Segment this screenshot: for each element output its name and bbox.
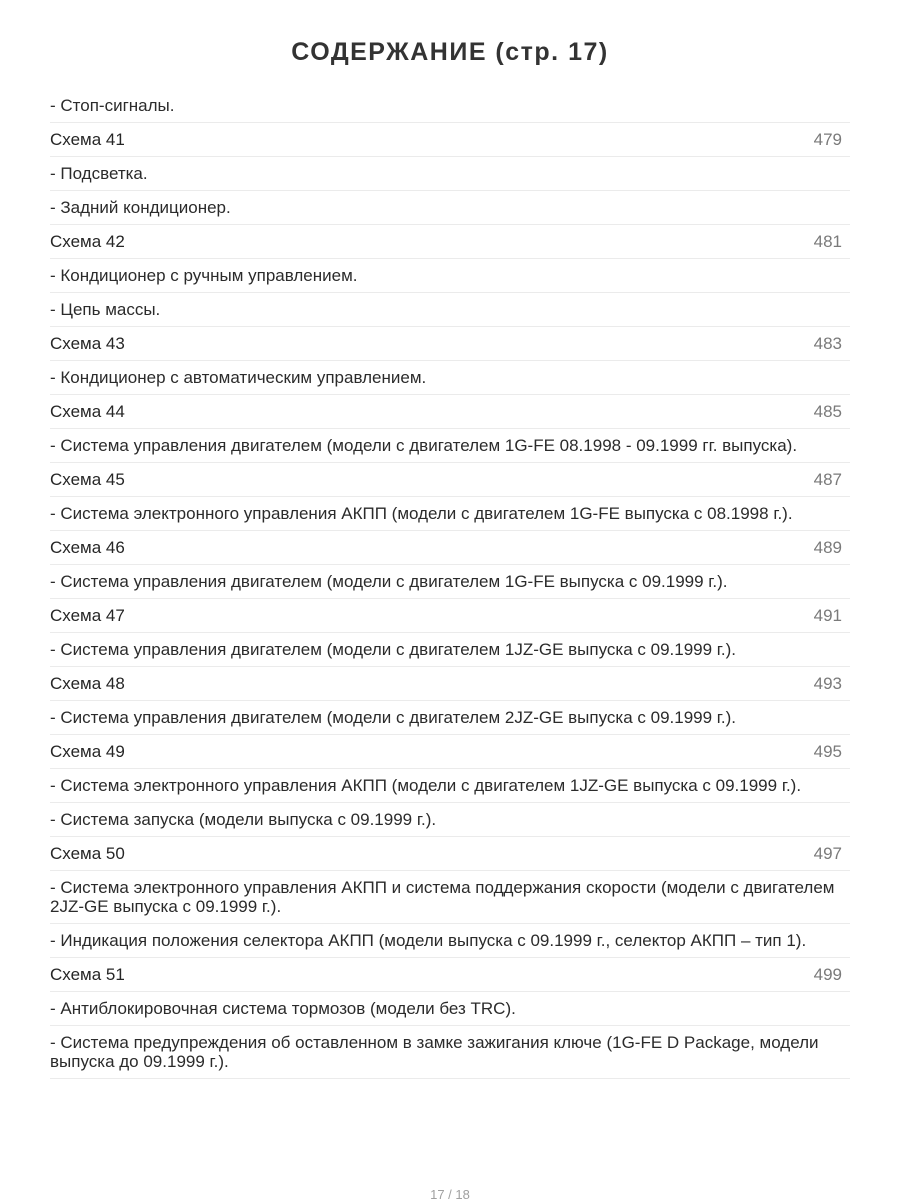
toc-item-row xyxy=(50,992,850,1026)
toc-scheme-row[interactable] xyxy=(50,327,850,361)
scheme-title: Схема 47 xyxy=(50,606,125,625)
toc-list xyxy=(50,89,850,1079)
toc-item-row xyxy=(50,565,850,599)
item-description: - Система электронного управления АКПП (модели с двигателем 1JZ-GE выпуска с 09.1999 г.). xyxy=(50,776,802,795)
item-description: - Индикация положения селектора АКПП (модели выпуска с 09.1999 г., селектор АКПП – тип 1). xyxy=(50,931,807,950)
toc-scheme-row[interactable] xyxy=(50,123,850,157)
toc-item-row xyxy=(50,89,850,123)
toc-scheme-row[interactable] xyxy=(50,463,850,497)
page-number: 495 xyxy=(813,742,842,761)
toc-scheme-row[interactable] xyxy=(50,225,850,259)
scheme-title: Схема 46 xyxy=(50,538,125,557)
item-description: - Кондиционер с автоматическим управлением. xyxy=(50,368,427,387)
page-number: 485 xyxy=(813,402,842,421)
item-description: - Система электронного управления АКПП (модели с двигателем 1G-FE выпуска с 08.1998 г.). xyxy=(50,504,793,523)
toc-item-row xyxy=(50,429,850,463)
toc-item-row xyxy=(50,157,850,191)
toc-item-row xyxy=(50,361,850,395)
item-description: - Система запуска (модели выпуска с 09.1999 г.). xyxy=(50,810,437,829)
page-number: 493 xyxy=(813,674,842,693)
toc-item-row xyxy=(50,633,850,667)
item-description: - Цепь массы. xyxy=(50,300,161,319)
page-number: 479 xyxy=(813,130,842,149)
page-number: 499 xyxy=(813,965,842,984)
toc-scheme-row[interactable] xyxy=(50,735,850,769)
scheme-title: Схема 44 xyxy=(50,402,125,421)
scheme-title: Схема 48 xyxy=(50,674,125,693)
page-number: 489 xyxy=(813,538,842,557)
page-number: 487 xyxy=(813,470,842,489)
item-description: - Кондиционер с ручным управлением. xyxy=(50,266,358,285)
page-number: 491 xyxy=(813,606,842,625)
toc-scheme-row[interactable] xyxy=(50,531,850,565)
scheme-title: Схема 43 xyxy=(50,334,125,353)
toc-item-row xyxy=(50,803,850,837)
page-counter: 17 / 18 xyxy=(430,1187,470,1202)
toc-item-row xyxy=(50,497,850,531)
item-description: - Система управления двигателем (модели с двигателем 1G-FE 08.1998 - 09.1999 гг. выпуска). xyxy=(50,436,798,455)
item-description: - Система управления двигателем (модели с двигателем 1G-FE выпуска с 09.1999 г.). xyxy=(50,572,728,591)
item-description: - Задний кондиционер. xyxy=(50,198,231,217)
toc-scheme-row[interactable] xyxy=(50,958,850,992)
toc-scheme-row[interactable] xyxy=(50,667,850,701)
toc-item-row xyxy=(50,769,850,803)
item-description: - Система управления двигателем (модели с двигателем 1JZ-GE выпуска с 09.1999 г.). xyxy=(50,640,737,659)
toc-item-row xyxy=(50,924,850,958)
toc-item-row xyxy=(50,293,850,327)
item-description: - Стоп-сигналы. xyxy=(50,96,175,115)
scheme-title: Схема 45 xyxy=(50,470,125,489)
page-title: СОДЕРЖАНИЕ (стр. 17) xyxy=(291,38,609,66)
toc-scheme-row[interactable] xyxy=(50,395,850,429)
page-number: 481 xyxy=(813,232,842,251)
scheme-title: Схема 49 xyxy=(50,742,125,761)
item-description: - Подсветка. xyxy=(50,164,148,183)
toc-scheme-row[interactable] xyxy=(50,837,850,871)
page-number: 483 xyxy=(813,334,842,353)
item-description: - Система предупреждения об оставленном в замке зажигания ключе (1G-FE D Package, модели выпуска до 09.1999 г.). xyxy=(50,1033,819,1071)
scheme-title: Схема 51 xyxy=(50,965,125,984)
scheme-title: Схема 50 xyxy=(50,844,125,863)
scheme-title: Схема 42 xyxy=(50,232,125,251)
item-description: - Антиблокировочная система тормозов (модели без TRC). xyxy=(50,999,516,1018)
toc-item-row xyxy=(50,259,850,293)
toc-scheme-row[interactable] xyxy=(50,599,850,633)
toc-item-row xyxy=(50,871,850,924)
toc-item-row xyxy=(50,191,850,225)
scheme-title: Схема 41 xyxy=(50,130,125,149)
page-number: 497 xyxy=(813,844,842,863)
item-description: - Система электронного управления АКПП и система поддержания скорости (модели с двигателем 2JZ-GE выпуска с 09.1999 г.). xyxy=(50,878,835,916)
item-description: - Система управления двигателем (модели с двигателем 2JZ-GE выпуска с 09.1999 г.). xyxy=(50,708,737,727)
toc-item-row xyxy=(50,1026,850,1079)
toc-item-row xyxy=(50,701,850,735)
